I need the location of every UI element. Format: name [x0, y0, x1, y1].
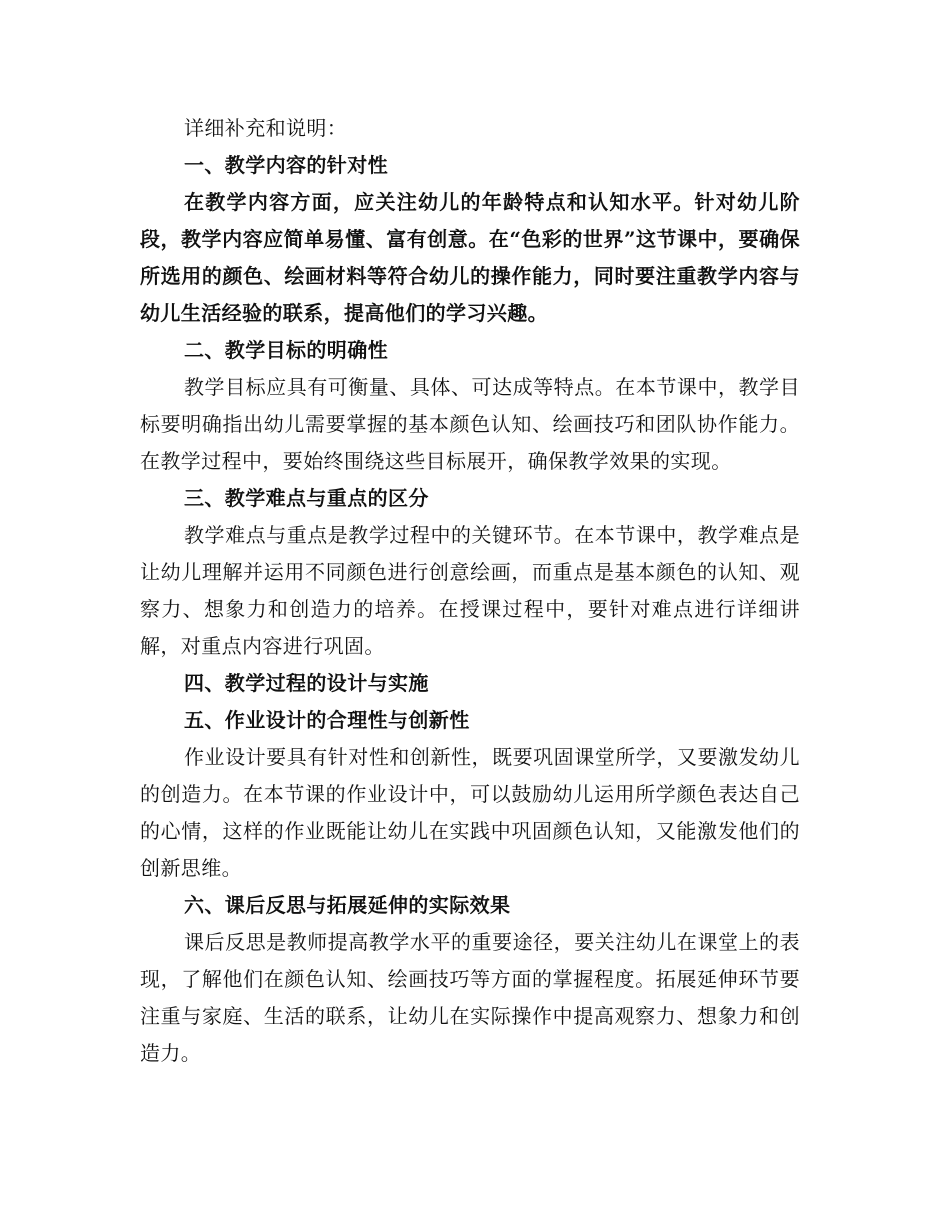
section-heading-3: 三、教学难点与重点的区分 — [184, 486, 429, 510]
section-body-6: 课后反思是教师提高教学水平的重要途径，要关注幼儿在课堂上的表现，了解他们在颜色认知、绘画技巧等方面的掌握程度。拓展延伸环节要注重与家庭、生活的联系，让幼儿在实际操作中提高观察力、想象力和创造力。 — [140, 930, 800, 1065]
section-heading-5: 五、作业设计的合理性与创新性 — [184, 708, 470, 732]
intro-text: 详细补充和说明： — [184, 116, 348, 140]
document-content — [140, 110, 800, 1072]
section-heading-4: 四、教学过程的设计与实施 — [184, 671, 429, 695]
section-heading-1: 一、教学内容的针对性 — [184, 153, 388, 177]
section-body-2: 教学目标应具有可衡量、具体、可达成等特点。在本节课中，教学目标要明确指出幼儿需要掌握的基本颜色认知、绘画技巧和团队协作能力。在教学过程中，要始终围绕这些目标展开，确保教学效果的实现。 — [140, 375, 800, 473]
section-body-3: 教学难点与重点是教学过程中的关键环节。在本节课中，教学难点是让幼儿理解并运用不同颜色进行创意绘画，而重点是基本颜色的认知、观察力、想象力和创造力的培养。在授课过程中，要针对难点进行详细讲解，对重点内容进行巩固。 — [140, 523, 800, 658]
section-body-5: 作业设计要具有针对性和创新性，既要巩固课堂所学，又要激发幼儿的创造力。在本节课的作业设计中，可以鼓励幼儿运用所学颜色表达自己的心情，这样的作业既能让幼儿在实践中巩固颜色认知，又能激发他们的创新思维。 — [140, 745, 800, 880]
section-body-1: 在教学内容方面，应关注幼儿的年龄特点和认知水平。针对幼儿阶段，教学内容应简单易懂、富有创意。在“色彩的世界”这节课中，要确保所选用的颜色、绘画材料等符合幼儿的操作能力，同时要注重教学内容与幼儿生活经验的联系，提高他们的学习兴趣。 — [140, 190, 800, 325]
section-heading-2: 二、教学目标的明确性 — [184, 338, 388, 362]
section-heading-6: 六、课后反思与拓展延伸的实际效果 — [184, 893, 511, 917]
